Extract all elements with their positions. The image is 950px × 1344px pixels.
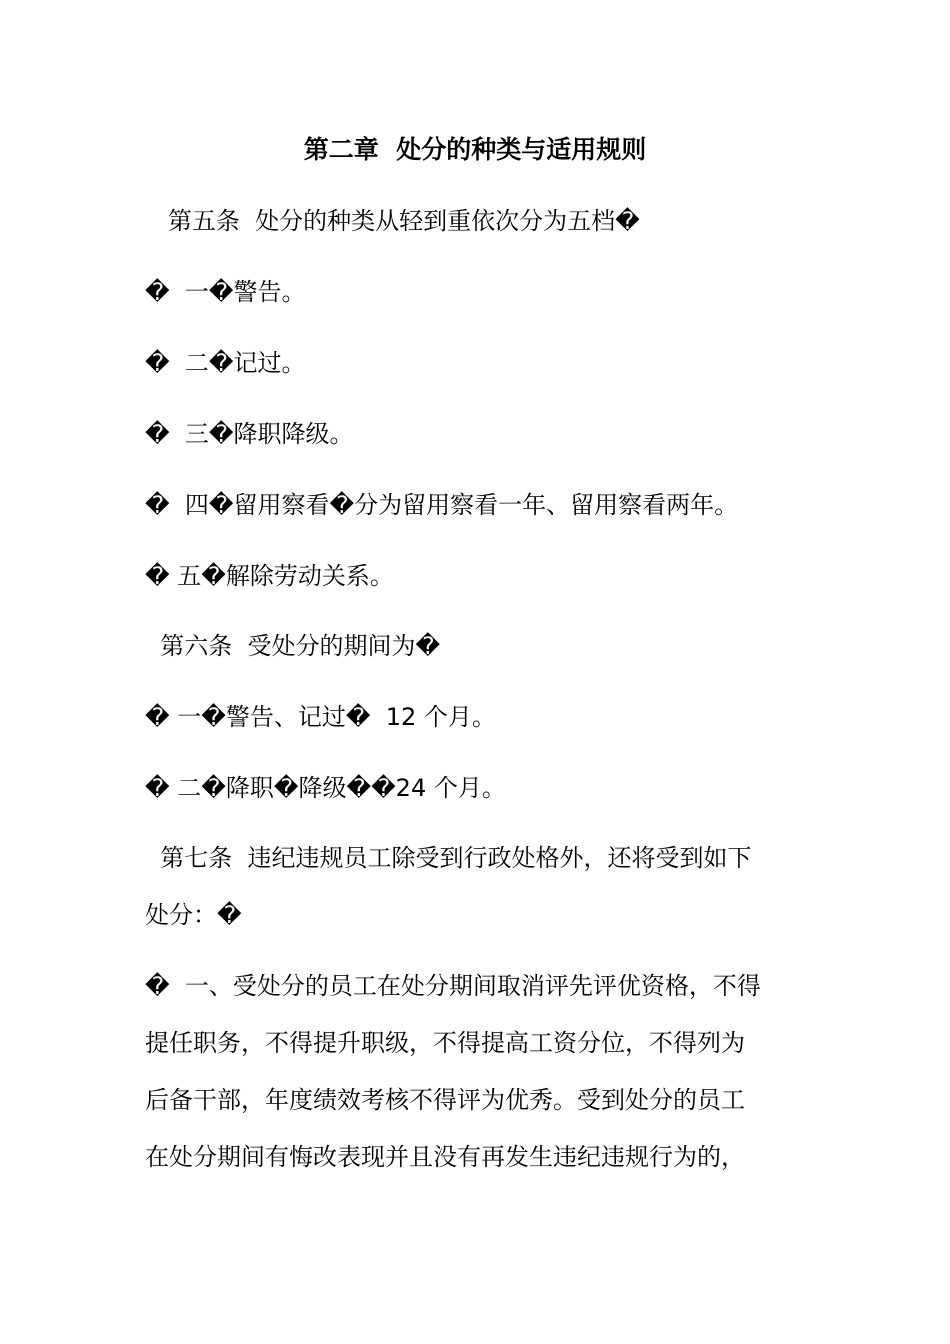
- article-7-paragraph-line-3: 后备干部，年度绩效考核不得评为优秀。受到处分的员工: [145, 1086, 745, 1114]
- article-6-item-1: � 一�警告、记过� 12 个月。: [145, 703, 496, 731]
- article-5-item-2: � 二�记过。: [145, 349, 306, 377]
- article-5-item-3: � 三�降职降级。: [145, 420, 354, 448]
- article-6-item-2: � 二�降职�降级��24 个月。: [145, 774, 506, 802]
- article-7-heading-line-1: 第七条 违纪违规员工除受到行政处格外，还将受到如下: [145, 844, 752, 872]
- article-7-paragraph-line-4: 在处分期间有悔改表现并且没有再发生违纪违规行为的，: [145, 1143, 745, 1171]
- article-7-paragraph-line-2: 提任职务，不得提升职级，不得提高工资分位，不得列为: [145, 1029, 745, 1057]
- article-5-heading: 第五条 处分的种类从轻到重依次分为五档�: [145, 207, 640, 235]
- article-5-item-1: � 一�警告。: [145, 278, 306, 306]
- article-7-paragraph-line-1: � 一、受处分的员工在处分期间取消评先评优资格，不得: [145, 972, 761, 1000]
- chapter-title: 第二章 处分的种类与适用规则: [303, 135, 647, 164]
- article-5-item-4: � 四�留用察看�分为留用察看一年、留用察看两年。: [145, 491, 739, 519]
- article-7-heading-line-2: 处分：�: [145, 901, 242, 929]
- article-6-heading: 第六条 受处分的期间为�: [145, 632, 441, 660]
- article-5-item-5: � 五�解除劳动关系。: [145, 562, 394, 590]
